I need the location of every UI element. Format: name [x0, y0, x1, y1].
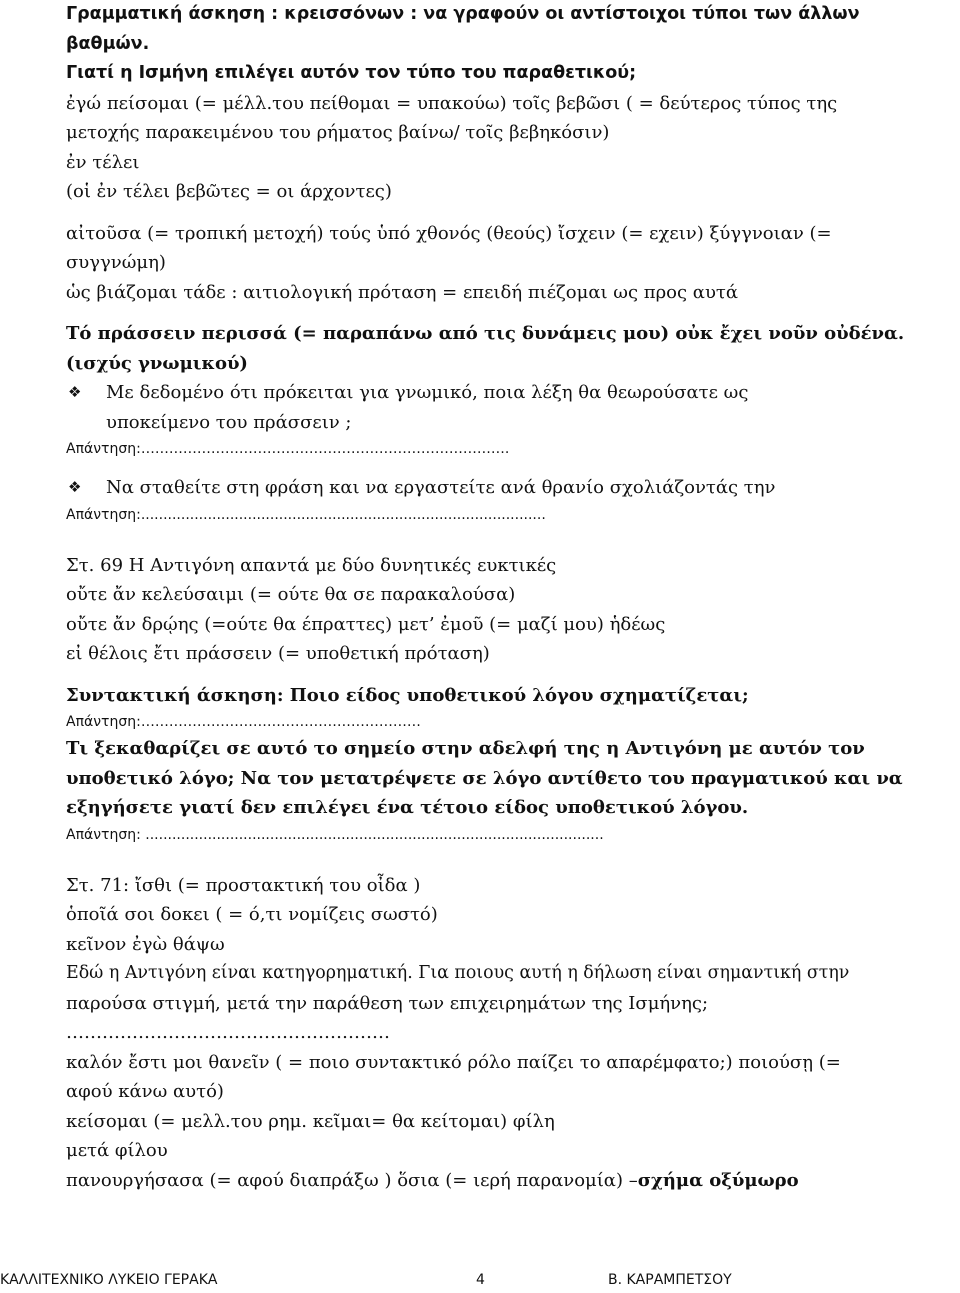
text-line: συγγνώμη) — [66, 252, 166, 273]
exercise-heading: Γραμματική άσκηση : κρεισσόνων : να γραφούν οι αντίστοιχοι τύποι των άλλων — [66, 4, 860, 24]
text-line: μετά φίλου — [66, 1140, 168, 1161]
page-footer — [0, 1272, 960, 1293]
question-ismene: Γιατί η Ισμήνη επιλέγει αυτόν τον τύπο του παραθετικού; — [66, 63, 637, 83]
text-line: (οἱ ἐν τέλει βεβῶτες = οι άρχοντες) — [66, 181, 392, 202]
diamond-bullet-icon: ❖ — [68, 478, 82, 496]
text-line: κείσομαι (= μελλ.του ρημ. κεῖμαι= θα κείτομαι) φίλη — [66, 1110, 555, 1132]
bullet-text-line: Με δεδομένο ότι πρόκειται για γνωμικό, ποια λέξη θα θεωρούσατε ως — [106, 382, 749, 403]
text-line: ἐγώ πείσομαι (= μέλλ.του πείθομαι = υπακούω) τοῖς βεβῶσι ( = δεύτερος τύπος της — [66, 92, 838, 114]
footer-page-number: 4 — [476, 1272, 485, 1288]
document-page — [66, 0, 958, 1195]
bullet-question-2 — [66, 473, 958, 503]
gnomic-heading: Τό πράσσειν περισσά (= παραπάνω από τις δυνάμεις μου) οὐκ ἔχει νοῦν οὐδένα. — [66, 323, 905, 344]
question-line: εξηγήσετε γιατί δεν επιλέγει ένα τέτοιο είδος υποθετικού λόγου. — [66, 797, 749, 818]
oxymoron-term: σχήμα οξύμωρο — [637, 1169, 799, 1191]
text-line: ἐν τέλει — [66, 151, 140, 173]
footer-school: ΚΑΛΛΙΤΕΧΝΙΚΟ ΛΥΚΕΙΟ ΓΕΡΑΚΑ — [0, 1272, 218, 1288]
footer-author: Β. ΚΑΡΑΜΠΕΤΣΟΥ — [608, 1272, 732, 1288]
text-fragment: πανουργήσασα (= αφού διαπράξω ) ὅσια (= ιερή παρανομία) – — [66, 1169, 638, 1191]
text-line: παρούσα στιγμή, μετά την παράθεση των επιχειρημάτων της Ισμήνης; — [66, 992, 709, 1014]
text-line: μετοχής παρακειμένου του ρήματος βαίνω/ τοῖς βεβηκόσιν) — [66, 122, 610, 143]
text-line: Στ. 71: ἴσθι (= προστακτική του οἶδα ) — [66, 874, 421, 896]
text-line: εἰ θέλοις ἔτι πράσσειν (= υποθετική πρόταση) — [66, 643, 490, 664]
question-line: υποθετικό λόγο; Να τον μετατρέψετε σε λόγο αντίθετο του πραγματικού και να — [66, 767, 903, 789]
question-line: Τι ξεκαθαρίζει σε αυτό το σημείο στην αδελφή της η Αντιγόνη με αυτόν τον — [66, 738, 865, 759]
answer-field: Απάντηση: ....................................................................................................... — [66, 826, 604, 843]
text-line: κεῖνον ἐγὼ θάψω — [66, 933, 225, 955]
text-line: Στ. 69 Η Αντιγόνη απαντά με δύο δυνητικές ευκτικές — [66, 554, 557, 576]
text-line: οὔτε ἄν κελεύσαιμι (= ούτε θα σε παρακαλούσα) — [66, 584, 516, 605]
text-line-oxymoron — [66, 1166, 958, 1196]
bullet-question-1 — [66, 378, 958, 437]
answer-field: Απάντηση:……………………………………………………………………. — [66, 441, 510, 457]
dotted-answer-line: ……………………………………………… — [66, 1022, 390, 1043]
bullet-text-line: Να σταθείτε στη φράση και να εργαστείτε ανά θρανίο σχολιάζοντάς την — [106, 477, 776, 498]
text-line: ὁποῖά σοι δοκει ( = ό,τι νομίζεις σωστό) — [66, 904, 438, 925]
text-line: αφού κάνω αυτό) — [66, 1081, 224, 1102]
answer-field: Απάντηση:…………………………………………………… — [66, 714, 421, 730]
exercise-heading-cont: βαθμών. — [66, 33, 150, 54]
bullet-text-line: υποκείμενο του πράσσειν ; — [106, 411, 352, 433]
text-line: Εδώ η Αντιγόνη είναι κατηγορηματική. Για ποιους αυτή η δήλωση είναι σημαντική στην — [66, 963, 850, 983]
text-line: καλόν ἔστι μοι θανεῖν ( = ποιο συντακτικό ρόλο παίζει το απαρέμφατο;) ποιούσῃ (= — [66, 1051, 841, 1073]
gnomic-subheading: (ισχύς γνωμικού) — [66, 352, 248, 374]
answer-field: Απάντηση:........................................................................................... — [66, 506, 546, 523]
text-line: αἰτοῦσα (= τροπική μετοχή) τούς ὑπό χθονός (θεούς) ἴσχειν (= εχειν) ξύγγνοιαν (= — [66, 222, 832, 244]
syntax-exercise-heading: Συντακτική άσκηση: Ποιο είδος υποθετικού λόγου σχηματίζεται; — [66, 684, 749, 706]
text-line: ὡς βιάζομαι τάδε : αιτιολογική πρόταση = επειδή πιέζομαι ως προς αυτά — [66, 281, 739, 303]
text-line: οὔτε ἄν δρῴης (=ούτε θα έπραττες) μετ’ ἐμοῦ (= μαζί μου) ἡδέως — [66, 613, 666, 635]
diamond-bullet-icon: ❖ — [68, 383, 82, 401]
